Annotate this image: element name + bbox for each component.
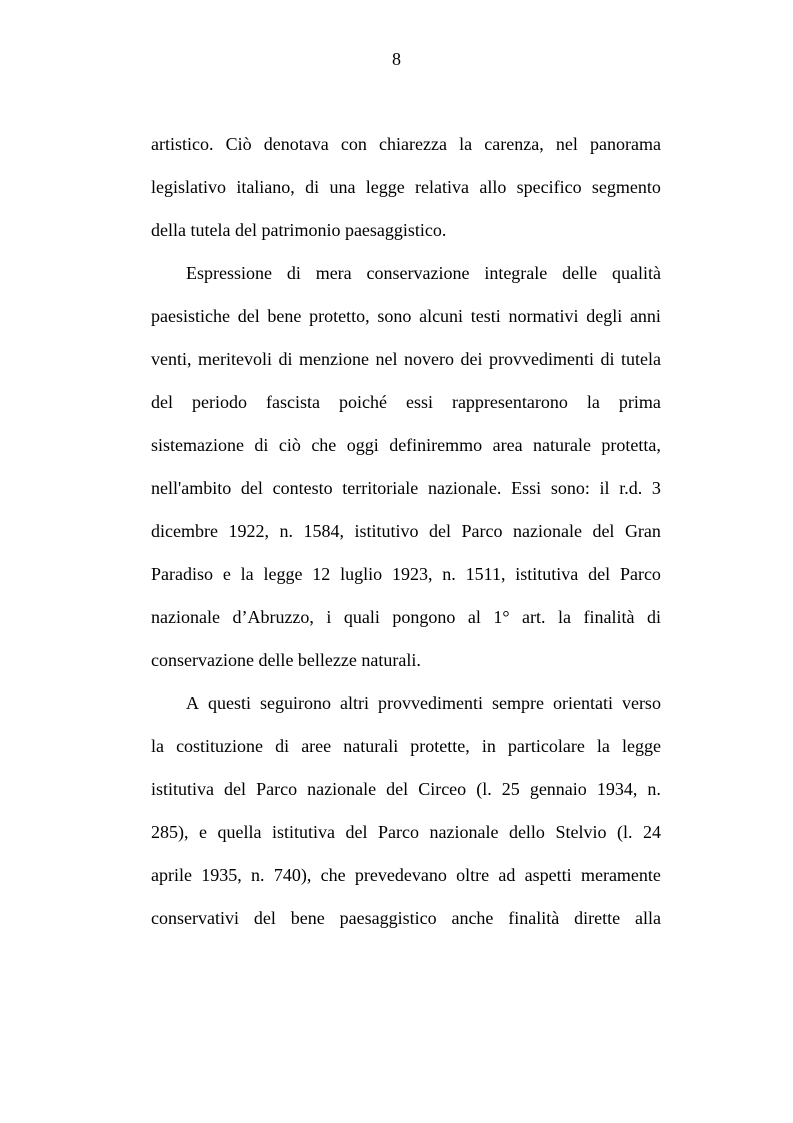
text-line: Paradiso e la legge 12 luglio 1923, n. 1511, istitutiva del Parco	[151, 564, 661, 584]
text-line: dicembre 1922, n. 1584, istitutivo del Parco nazionale del Gran	[151, 521, 661, 541]
text-line: 285), e quella istitutiva del Parco nazionale dello Stelvio (l. 24	[151, 822, 661, 842]
text-line: istitutiva del Parco nazionale del Circeo (l. 25 gennaio 1934, n.	[151, 779, 661, 799]
body-text	[151, 128, 661, 945]
text-line: nazionale d’Abruzzo, i quali pongono al 1° art. la finalità di	[151, 607, 661, 627]
text-line: conservativi del bene paesaggistico anche finalità dirette alla	[151, 908, 661, 928]
text-line: paesistiche del bene protetto, sono alcuni testi normativi degli anni	[151, 306, 661, 326]
text-line: del periodo fascista poiché essi rappresentarono la prima	[151, 392, 661, 412]
text-line: Espressione di mera conservazione integrale delle qualità	[186, 263, 661, 283]
text-line: nell'ambito del contesto territoriale nazionale. Essi sono: il r.d. 3	[151, 478, 661, 498]
text-line: la costituzione di aree naturali protette, in particolare la legge	[151, 736, 661, 756]
text-line: sistemazione di ciò che oggi definiremmo area naturale protetta,	[151, 435, 661, 455]
text-line: A questi seguirono altri provvedimenti sempre orientati verso	[186, 693, 661, 713]
text-line: aprile 1935, n. 740), che prevedevano oltre ad aspetti meramente	[151, 865, 661, 885]
page-number: 8	[392, 49, 401, 69]
text-line: venti, meritevoli di menzione nel novero dei provvedimenti di tutela	[151, 349, 661, 369]
text-line: artistico. Ciò denotava con chiarezza la carenza, nel panorama	[151, 134, 661, 154]
text-line: conservazione delle bellezze naturali.	[151, 650, 421, 670]
text-line: della tutela del patrimonio paesaggistico.	[151, 220, 447, 240]
text-line: legislativo italiano, di una legge relativa allo specifico segmento	[151, 177, 661, 197]
